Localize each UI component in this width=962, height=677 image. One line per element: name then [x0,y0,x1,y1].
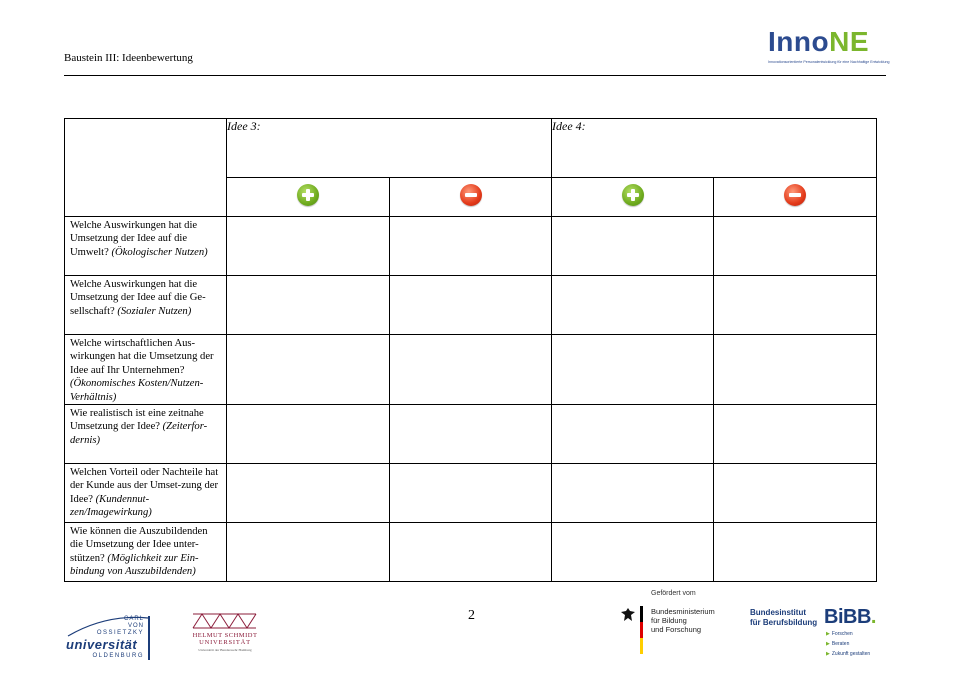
question-note: (Möglichkeit zur Ein-bindung von Auszubildenden) [70,552,199,578]
answer-cell[interactable] [714,523,877,582]
answer-cell[interactable] [390,405,552,464]
idea-3-minus-cell [390,178,552,217]
answer-cell[interactable] [227,405,390,464]
bmbf-logo [620,590,730,660]
logo-word-part1: Inno [768,26,830,57]
question-text: Welche Auswirkungen hat die Umsetzung der Idee auf die Umwelt? [70,220,198,258]
minus-icon [460,184,482,206]
hsu-line1: HELMUT SCHMIDT [192,632,258,639]
page-number: 2 [468,608,475,623]
answer-cell[interactable] [552,276,714,335]
uol-line4: universität [66,637,138,652]
minus-icon [784,184,806,206]
table-row [65,276,877,335]
logo-word-part2: NE [829,26,869,57]
page-header-title: Baustein III: Ideenbewertung [64,52,193,64]
hsu-logo [190,610,260,660]
bmbf-line2: für Bildung [651,616,687,625]
evaluation-table [64,118,877,582]
question-cell [65,217,227,276]
bibb-logo-dot: . [870,606,876,628]
question-cell [65,276,227,335]
uol-logo [66,612,150,660]
uol-line1: CARL [123,616,144,622]
question-note: (Ökologischer Nutzen) [111,246,208,258]
header-divider [64,75,886,76]
question-cell [65,523,227,582]
answer-cell[interactable] [390,464,552,523]
german-flag-icon [640,606,643,654]
bmbf-line3: und Forschung [651,625,702,634]
bmbf-line1: Bundesministerium [651,607,715,616]
table-row [65,464,877,523]
idea-4-minus-cell [714,178,877,217]
answer-cell[interactable] [714,335,877,405]
answer-cell[interactable] [714,464,877,523]
question-cell [65,335,227,405]
question-cell [65,464,227,523]
question-text: Welche Auswirkungen hat die Umsetzung der Idee auf die Ge-sellschaft? [70,279,206,317]
answer-cell[interactable] [227,276,390,335]
bibb-line1: Bundesinstitut [750,608,806,617]
answer-cell[interactable] [390,523,552,582]
uol-line5: OLDENBURG [92,653,144,659]
table-row [65,217,877,276]
answer-cell[interactable] [227,464,390,523]
answer-cell[interactable] [714,405,877,464]
answer-cell[interactable] [390,217,552,276]
question-text: Wie realistisch ist eine zeitnahe Umsetzung der Idee? [70,408,204,433]
plus-icon [297,184,319,206]
answer-cell[interactable] [227,217,390,276]
answer-cell[interactable] [552,464,714,523]
question-note: (Zeiterfor-dernis) [70,421,208,446]
bibb-item2: Beraten [831,641,850,647]
answer-cell[interactable] [390,276,552,335]
bibb-item1: Forschen [831,631,853,637]
innone-logo [768,26,890,72]
hsu-line3: Universität der Bundeswehr Hamburg [198,648,252,652]
uol-line3: OSSIETZKY [96,630,144,636]
bibb-logo-text: BiBB [824,606,871,628]
uol-line2: VON [127,623,144,629]
question-note: (Ökonomisches Kosten/Nutzen-Verhältnis) [70,378,204,403]
table-row [65,523,877,582]
idea-3-header: Idee 3: [227,119,552,178]
hsu-line2: UNIVERSITÄT [199,639,251,646]
bibb-item3: Zukunft gestalten [831,651,871,657]
idea-4-plus-cell [552,178,714,217]
answer-cell[interactable] [714,276,877,335]
answer-cell[interactable] [552,335,714,405]
idea-4-header: Idee 4: [552,119,877,178]
answer-cell[interactable] [552,217,714,276]
idea-3-plus-cell [227,178,390,217]
answer-cell[interactable] [552,405,714,464]
answer-cell[interactable] [552,523,714,582]
answer-cell[interactable] [390,335,552,405]
question-note: (Sozialer Nutzen) [117,305,192,317]
bibb-line2: für Berufsbildung [750,618,818,627]
table-row [65,405,877,464]
table-corner-cell [65,119,227,217]
answer-cell[interactable] [714,217,877,276]
question-text: Wie können die Auszubildenden die Umsetzung der Idee unter-stützen? [70,526,208,564]
plus-icon [622,184,644,206]
eagle-icon [620,607,636,623]
answer-cell[interactable] [227,335,390,405]
question-text: Welche wirtschaftlichen Aus-wirkungen hat die Umsetzung der Idee auf Ihr Unternehmen? [70,338,214,376]
answer-cell[interactable] [227,523,390,582]
table-row [65,335,877,405]
logo-tagline: Innovationsorientierte Personalentwicklung für eine Nachhaltige Entwicklung [768,60,890,64]
bibb-logo: Bundesinstitut für Berufsbildung BiBB. ▶ Forschen ▶ Beraten ▶ Zukunft gestalten [750,606,876,657]
question-text: Welchen Vorteil oder Nachteile hat der Kunde aus der Umset-zung der Idee? [70,467,219,505]
hsu-arches-icon [190,610,260,630]
question-note: (Kundennut-zen/Imagewirkung) [70,493,152,519]
question-cell [65,405,227,464]
bmbf-sponsor-label: Gefördert vom [651,590,696,597]
